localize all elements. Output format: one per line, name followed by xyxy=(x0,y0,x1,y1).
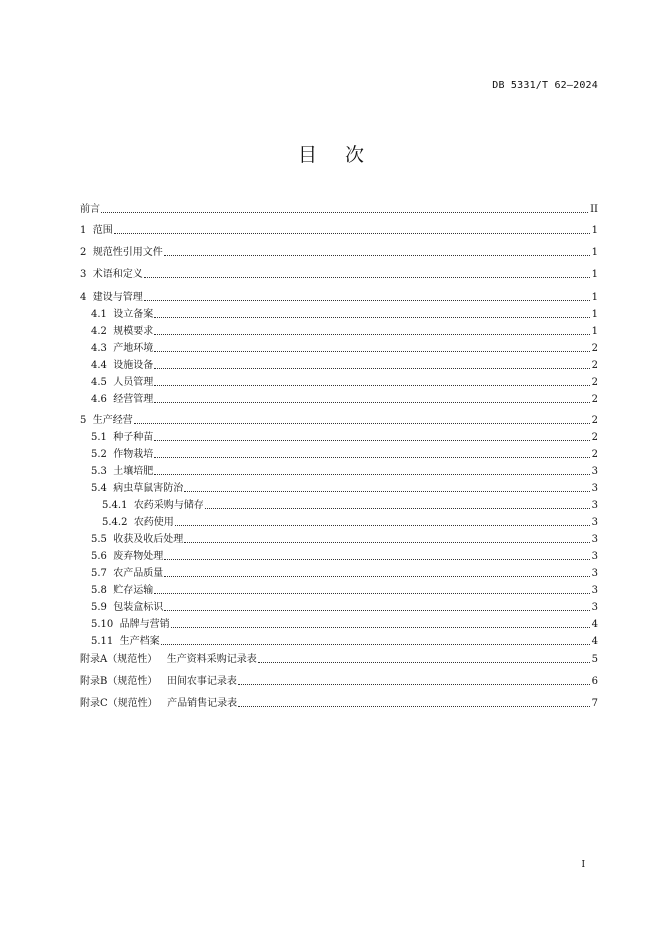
toc-page: 2 xyxy=(591,415,598,426)
toc-entry[interactable] xyxy=(91,375,598,389)
toc-entry[interactable] xyxy=(80,652,598,666)
toc-leader xyxy=(258,661,590,663)
toc-page: 3 xyxy=(591,483,598,494)
toc-num: 4.2 xyxy=(91,326,114,337)
toc-entry[interactable] xyxy=(91,600,598,614)
toc-leader xyxy=(154,439,589,441)
toc-entry[interactable] xyxy=(91,617,598,631)
toc-num: 4.1 xyxy=(91,309,114,320)
toc-entry[interactable] xyxy=(91,392,598,406)
toc-num: 5.3 xyxy=(91,466,114,477)
toc-leader xyxy=(154,367,589,369)
toc-label: 经营管理 xyxy=(113,394,154,405)
toc-num: 5.5 xyxy=(91,534,114,545)
toc-entry[interactable] xyxy=(91,634,598,648)
toc-num: 1 xyxy=(80,225,93,236)
toc-entry[interactable] xyxy=(91,583,598,597)
toc-leader xyxy=(134,422,590,424)
toc-page: 3 xyxy=(591,551,598,562)
toc-entry[interactable] xyxy=(80,202,598,216)
toc-leader xyxy=(154,316,589,318)
toc-page: 1 xyxy=(591,309,598,320)
toc-page: 1 xyxy=(591,247,598,258)
toc-leader xyxy=(144,276,590,278)
toc-leader xyxy=(164,575,589,577)
toc-leader xyxy=(101,211,588,213)
toc-leader xyxy=(171,626,590,628)
toc-label: 规范性引用文件 xyxy=(92,247,163,258)
toc-entry[interactable] xyxy=(102,515,598,529)
toc-leader xyxy=(184,490,589,492)
toc-label: 病虫草鼠害防治 xyxy=(113,483,184,494)
toc-num: 5.4.2 xyxy=(102,517,134,528)
toc-page: 2 xyxy=(591,394,598,405)
toc-leader xyxy=(154,592,589,594)
toc-num: 5.11 xyxy=(91,636,120,647)
toc-entry[interactable] xyxy=(80,290,598,304)
toc-num: 5.9 xyxy=(91,602,114,613)
toc-entry[interactable] xyxy=(80,413,598,427)
toc-leader xyxy=(164,558,589,560)
toc-num: 5 xyxy=(80,415,93,426)
toc-page: 2 xyxy=(591,449,598,460)
toc-leader xyxy=(164,254,590,256)
toc-label: 废弃物处理 xyxy=(113,551,164,562)
toc-page: 3 xyxy=(591,585,598,596)
toc-label: 前言 xyxy=(80,204,100,215)
toc-label: 建设与管理 xyxy=(92,292,143,303)
toc-label: 附录B（规范性） 田间农事记录表 xyxy=(80,676,237,687)
toc-label: 农产品质量 xyxy=(113,568,164,579)
toc-entry[interactable] xyxy=(91,324,598,338)
toc-leader xyxy=(114,232,590,234)
toc-page: 1 xyxy=(591,292,598,303)
toc-num: 4 xyxy=(80,292,93,303)
toc-leader xyxy=(238,705,589,707)
toc-page: 5 xyxy=(591,654,598,665)
toc-entry[interactable] xyxy=(91,481,598,495)
toc-num: 2 xyxy=(80,247,93,258)
footer-page-number: I xyxy=(581,860,585,870)
toc-leader xyxy=(154,350,589,352)
toc-label: 品牌与营销 xyxy=(119,619,170,630)
toc-num: 5.2 xyxy=(91,449,114,460)
toc-entry[interactable] xyxy=(91,566,598,580)
toc-leader xyxy=(144,299,590,301)
toc-num: 5.6 xyxy=(91,551,114,562)
toc-num: 4.5 xyxy=(91,377,114,388)
toc-entry[interactable] xyxy=(91,430,598,444)
toc-page: 3 xyxy=(591,602,598,613)
toc-page: 6 xyxy=(591,676,598,687)
toc-page: 3 xyxy=(591,517,598,528)
toc-label: 设施设备 xyxy=(113,360,154,371)
toc-num: 5.8 xyxy=(91,585,114,596)
toc-label: 附录C（规范性） 产品销售记录表 xyxy=(80,698,238,709)
toc-num: 5.4.1 xyxy=(102,500,134,511)
toc-leader xyxy=(154,473,589,475)
toc-page: 3 xyxy=(591,466,598,477)
toc-num: 4.3 xyxy=(91,343,114,354)
toc-leader xyxy=(154,384,589,386)
toc-label: 作物栽培 xyxy=(113,449,154,460)
page-title: 目次 xyxy=(297,144,392,166)
toc-num: 5.4 xyxy=(91,483,114,494)
toc-label: 土壤培肥 xyxy=(113,466,154,477)
toc-num: 4.6 xyxy=(91,394,114,405)
toc-label: 农药使用 xyxy=(133,517,174,528)
toc-page: 7 xyxy=(591,698,598,709)
toc-page: 3 xyxy=(591,534,598,545)
toc-page: 3 xyxy=(591,500,598,511)
toc-entry[interactable] xyxy=(80,245,598,259)
toc-entry[interactable] xyxy=(80,696,598,710)
toc-leader xyxy=(154,456,589,458)
toc-label: 种子种苗 xyxy=(113,432,154,443)
toc-page: 1 xyxy=(591,269,598,280)
toc-entry[interactable] xyxy=(91,549,598,563)
toc-page: 1 xyxy=(591,225,598,236)
toc-page: 2 xyxy=(591,377,598,388)
toc-entry[interactable] xyxy=(91,464,598,478)
toc-entry[interactable] xyxy=(91,307,598,321)
toc-num: 4.4 xyxy=(91,360,114,371)
toc-page: 1 xyxy=(591,326,598,337)
toc-entry[interactable] xyxy=(80,223,598,237)
toc-label: 农药采购与储存 xyxy=(133,500,204,511)
toc-page: 2 xyxy=(591,360,598,371)
toc-leader xyxy=(154,401,589,403)
toc-label: 贮存运输 xyxy=(113,585,154,596)
toc-entry[interactable] xyxy=(80,267,598,281)
toc-label: 产地环境 xyxy=(113,343,154,354)
toc-label: 生产档案 xyxy=(119,636,160,647)
toc-entry[interactable] xyxy=(91,447,598,461)
toc-leader xyxy=(205,507,590,509)
toc-label: 规模要求 xyxy=(113,326,154,337)
toc-leader xyxy=(161,643,590,645)
toc-page: 2 xyxy=(591,343,598,354)
toc-label: 生产经营 xyxy=(92,415,133,426)
header-doc-code: DB 5331/T 62—2024 xyxy=(492,80,598,91)
toc-leader xyxy=(164,609,589,611)
toc-num: 5.10 xyxy=(91,619,120,630)
toc-page: 4 xyxy=(591,619,598,630)
toc-entry[interactable] xyxy=(102,498,598,512)
toc-label: 术语和定义 xyxy=(92,269,143,280)
toc-entry[interactable] xyxy=(91,358,598,372)
toc-num: 5.1 xyxy=(91,432,114,443)
toc-entry[interactable] xyxy=(91,341,598,355)
toc-page: 3 xyxy=(591,568,598,579)
toc-page: 2 xyxy=(591,432,598,443)
toc-page: II xyxy=(590,204,598,215)
toc-page: 4 xyxy=(591,636,598,647)
toc-label: 收获及收后处理 xyxy=(113,534,184,545)
toc-label: 设立备案 xyxy=(113,309,154,320)
toc-label: 包装盒标识 xyxy=(113,602,164,613)
toc-leader xyxy=(184,541,589,543)
toc-label: 附录A（规范性） 生产资料采购记录表 xyxy=(80,654,257,665)
toc-leader xyxy=(154,333,589,335)
toc-entry[interactable] xyxy=(80,674,598,688)
toc-label: 人员管理 xyxy=(113,377,154,388)
toc-leader xyxy=(175,524,590,526)
toc-leader xyxy=(238,683,590,685)
toc-num: 5.7 xyxy=(91,568,114,579)
toc-num: 3 xyxy=(80,269,93,280)
toc-entry[interactable] xyxy=(91,532,598,546)
toc-label: 范围 xyxy=(92,225,113,236)
